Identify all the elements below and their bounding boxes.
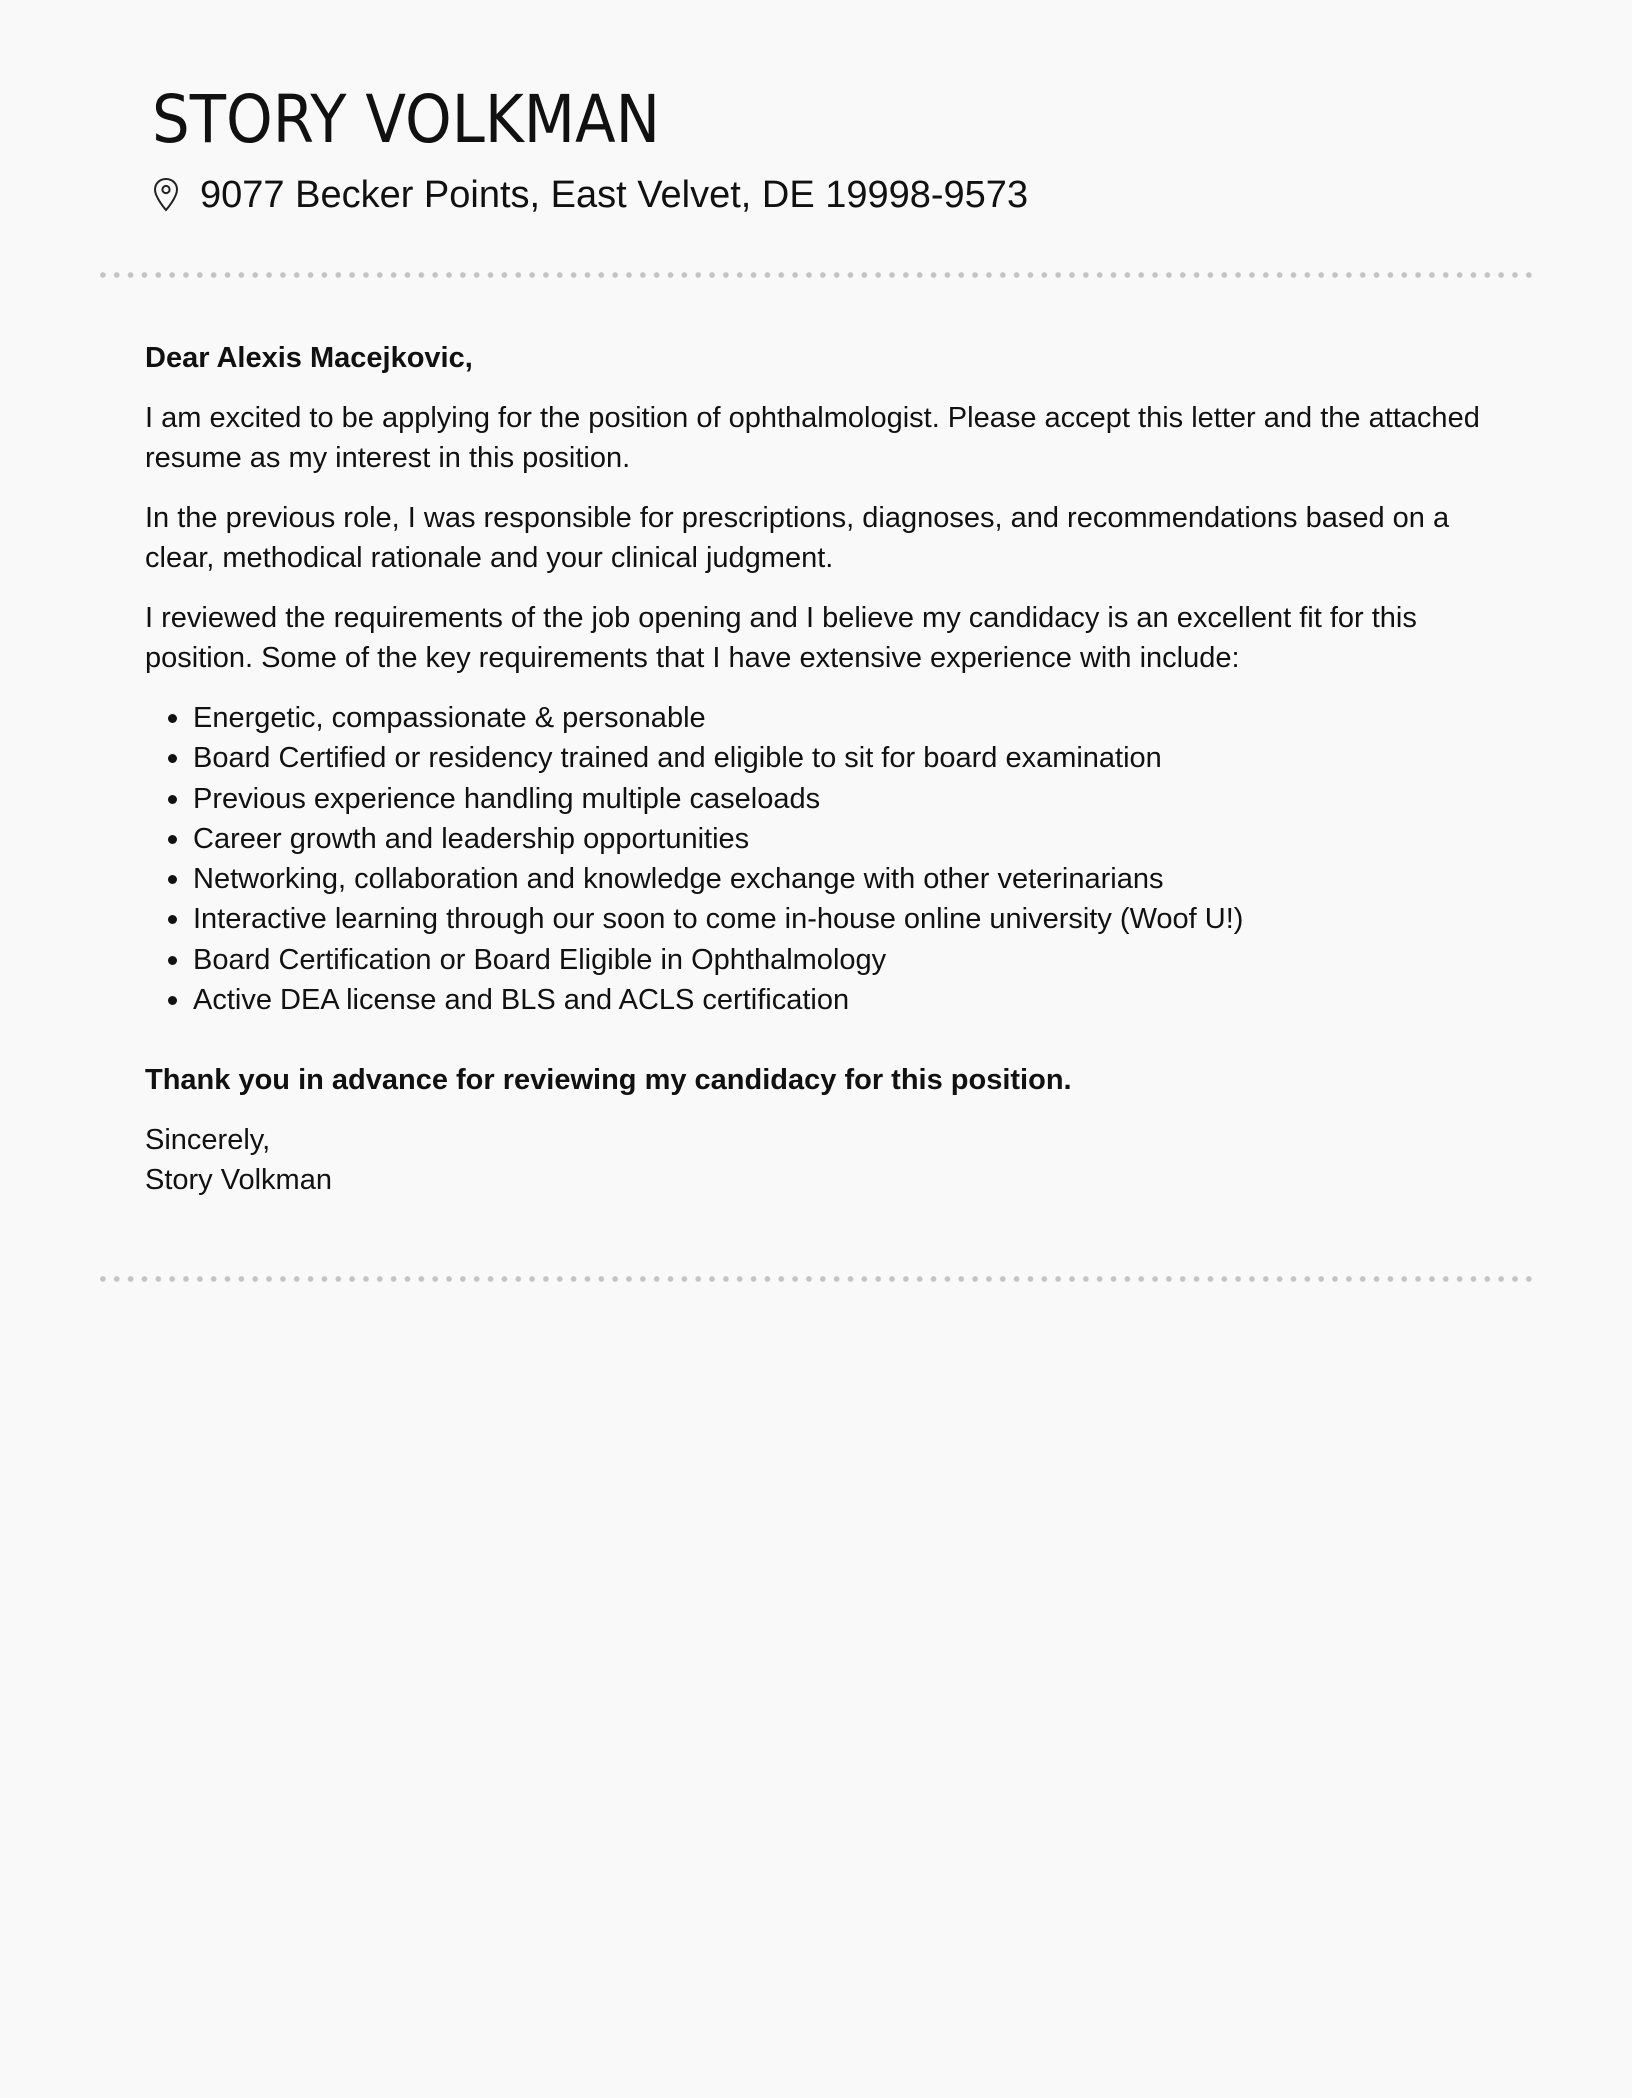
list-item: Career growth and leadership opportunities [193, 819, 1485, 859]
list-item: Active DEA license and BLS and ACLS certification [193, 980, 1485, 1020]
letter-header [152, 78, 1492, 222]
list-item: Interactive learning through our soon to come in-house online university (Woof U!) [193, 899, 1485, 939]
intro-paragraph: I am excited to be applying for the position of ophthalmologist. Please accept this letter and the attached resume as my interest in this position. [145, 402, 1480, 474]
list-item: Board Certified or residency trained and eligible to sit for board examination [193, 738, 1485, 778]
list-item: Previous experience handling multiple caseloads [193, 779, 1485, 819]
salutation: Dear Alexis Macejkovic, [145, 342, 473, 374]
closing-line: Thank you in advance for reviewing my candidacy for this position. [145, 1064, 1072, 1097]
address-row [152, 168, 1492, 222]
signoff-text: Sincerely, [145, 1124, 271, 1157]
requirements-list [145, 698, 1485, 1020]
list-item: Networking, collaboration and knowledge exchange with other veterinarians [193, 859, 1485, 899]
map-pin-icon [152, 177, 180, 213]
bottom-dotted-divider [96, 1276, 1536, 1282]
experience-paragraph: In the previous role, I was responsible for prescriptions, diagnoses, and recommendations based on a clear, methodical rationale and your clinical judgment. [145, 502, 1450, 574]
list-item: Energetic, compassionate & personable [193, 698, 1485, 738]
signature-name: Story Volkman [145, 1164, 332, 1197]
list-item: Board Certification or Board Eligible in Ophthalmology [193, 940, 1485, 980]
top-dotted-divider [96, 272, 1536, 278]
letter-body [145, 338, 1485, 1200]
requirements-intro-paragraph: I reviewed the requirements of the job opening and I believe my candidacy is an excellent fit for this position. Some of the key requirements that I have extensive experience with include: [145, 602, 1417, 674]
applicant-address: 9077 Becker Points, East Velvet, DE 19998-9573 [200, 174, 1029, 216]
applicant-name: STORY VOLKMAN [152, 81, 661, 158]
signoff [145, 1120, 1485, 1200]
